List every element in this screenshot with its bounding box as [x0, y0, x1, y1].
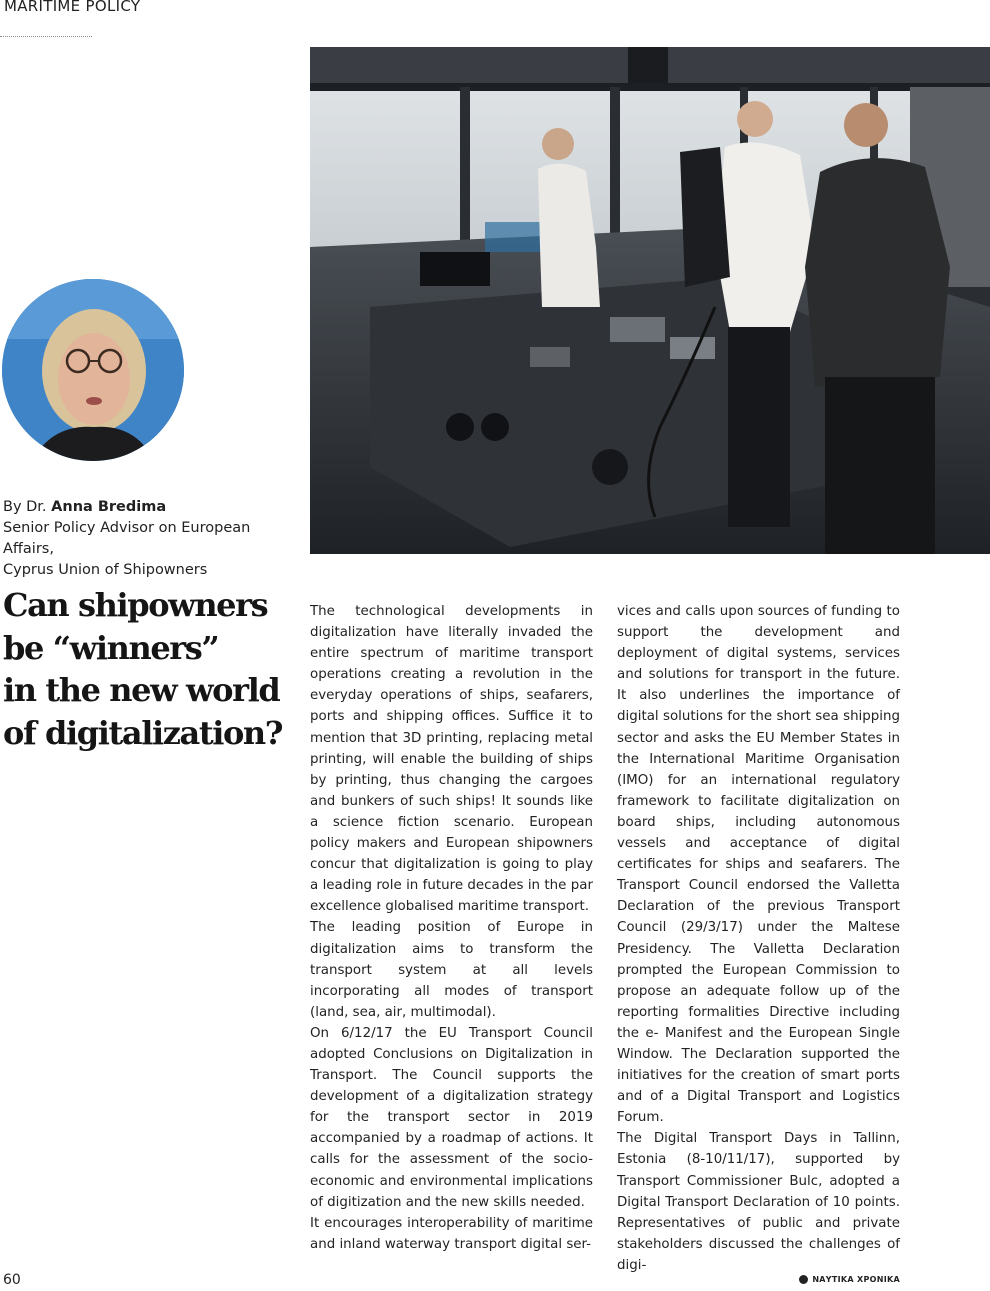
- article-paragraph: The Digital Transport Days in Tallinn, Estonia (8-10/11/17), supported by Transport Commissioner Bulc, adopted a Digital Transport Declaration of 10 points. Representatives of public and private stakeholders discussed the challenges of digi-: [617, 1131, 900, 1273]
- author-byline: [3, 497, 303, 581]
- headline-line: Can shipowners: [3, 586, 268, 624]
- byline-author-line: [3, 497, 303, 518]
- author-organization: Cyprus Union of Shipowners: [3, 562, 208, 578]
- section-divider: [0, 36, 92, 37]
- article-paragraph: vices and calls upon sources of funding to support the development and deployment of digital systems, services and solutions for transport in the future. It also underlines the importance of digital solutions for the short sea shipping sector and asks the EU Member States in the International Maritime Organisation (IMO) for an international regulatory framework to facilitate digitalization on board ships, including autonomous vessels and acceptance of digital certificates for ships and seafarers. The Transport Council endorsed the Valletta Declaration of the previous Transport Council (29/3/17) under the Maltese Presidency. The Valletta Declaration prompted the European Commission to propose an adequate follow up of the reporting formalities Directive including the e- Manifest and the European Single Window. The Declaration supported the initiatives for the creation of smart ports and of a Digital Transport and Logistics Forum.: [617, 604, 900, 1126]
- byline-prefix: By Dr.: [3, 499, 47, 515]
- article-column-2: [617, 601, 900, 1276]
- article-paragraph: It encourages interoperability of maritime and inland waterway transport digital ser-: [310, 1215, 593, 1252]
- article-paragraph: The leading position of Europe in digitalization aims to transform the transport system at all levels incorporating all modes of transport (land, sea, air, multimodal).: [310, 920, 593, 1020]
- ship-bridge-crew-photo: [310, 47, 990, 554]
- article-column-1: [310, 601, 593, 1255]
- section-label: MARITIME POLICY: [4, 0, 141, 15]
- headline-line: in the new world: [3, 671, 280, 709]
- article-paragraph: The technological developments in digitalization have literally invaded the entire spectrum of maritime transport operations creating a revolution in the everyday operations of ships, seafarers, ports and shipping offices. Suffice it to mention that 3D printing, replacing metal printing, will enable the building of ships by printing, thus changing the cargoes and bunkers of such ships! It sounds like a science fiction scenario. European policy makers and European shipowners concur that digitalization is going to play a leading role in future decades in the par excellence globalised maritime transport.: [310, 604, 593, 915]
- article-headline: [3, 584, 303, 754]
- author-name: Anna Bredima: [51, 499, 167, 515]
- publisher-logo-icon: [799, 1275, 808, 1284]
- page-number: 60: [3, 1272, 21, 1288]
- publisher-name: ΝΑΥΤΙΚΑ ΧΡΟΝΙΚΑ: [812, 1275, 900, 1284]
- headline-line: of digitalization?: [3, 713, 283, 752]
- publisher-mark: [799, 1275, 900, 1284]
- headline-line: be “winners”: [3, 628, 219, 667]
- article-paragraph: On 6/12/17 the EU Transport Council adopted Conclusions on Digitalization in Transport. The Council supports the development of a digitalization strategy for the transport sector in 2019 accompanied by a roadmap of actions. It calls for the assessment of the socio-economic and environmental implications of digitization and the new skills needed.: [310, 1025, 593, 1210]
- author-portrait-photo: [2, 279, 184, 461]
- author-title: Senior Policy Advisor on European Affairs,: [3, 520, 251, 557]
